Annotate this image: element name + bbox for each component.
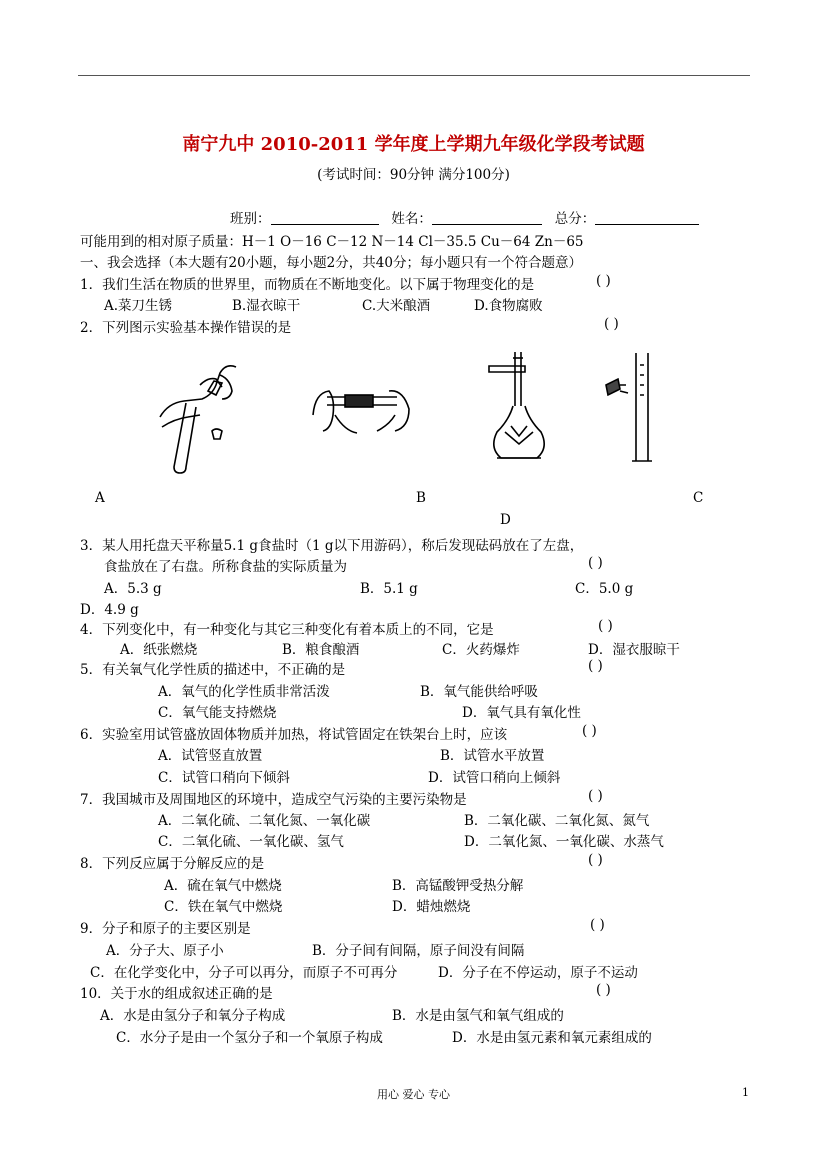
q9-option-c: C．在化学变化中，分子可以再分，而原子不可再分 xyxy=(90,965,398,981)
q4-option-a: A．纸张燃烧 xyxy=(120,642,198,658)
question-10-stem: 10．关于水的组成叙述正确的是 xyxy=(80,986,273,1002)
question-2-answer[interactable]: ( ) xyxy=(604,316,619,332)
question-5-stem: 5．有关氧气化学性质的描述中，不正确的是 xyxy=(80,662,346,678)
q7-option-d: D．二氧化氮、一氧化碳、水蒸气 xyxy=(464,834,664,850)
figure-a-stopper-icon xyxy=(150,355,250,475)
q5-option-a: A．氧气的化学性质非常活泼 xyxy=(158,684,330,700)
q8-option-b: B．高锰酸钾受热分解 xyxy=(392,878,524,894)
page-number: 1 xyxy=(742,1086,749,1099)
q7-option-b: B．二氧化碳、二氧化氮、氮气 xyxy=(464,813,650,829)
class-label: 班别： xyxy=(230,211,271,227)
figure-d-gas-cylinder-icon xyxy=(600,345,660,470)
student-info-row xyxy=(230,207,699,227)
q3-option-c: C．5.0 g xyxy=(575,581,634,597)
q3-option-d: D．4.9 g xyxy=(80,602,139,618)
question-3-stem: 3．某人用托盘天平称量5.1 g食盐时（1 g以下用游码），称后发现砝码放在了左盘， xyxy=(80,538,584,554)
question-1-answer[interactable]: ( ) xyxy=(596,273,611,289)
question-4-answer[interactable]: ( ) xyxy=(598,618,613,634)
figure-label-d: D xyxy=(500,512,511,528)
name-field[interactable] xyxy=(432,210,542,225)
question-3-answer[interactable]: ( ) xyxy=(588,555,603,571)
q9-option-d: D．分子在不停运动，原子不运动 xyxy=(438,965,638,981)
q8-option-d: D．蜡烛燃烧 xyxy=(392,899,471,915)
q10-option-a: A．水是由氢分子和氧分子构成 xyxy=(100,1008,286,1024)
question-7-answer[interactable]: ( ) xyxy=(588,788,603,804)
q10-option-c: C．水分子是由一个氢分子和一个氧原子构成 xyxy=(116,1030,383,1046)
q1-option-a: A.菜刀生锈 xyxy=(104,298,173,314)
q7-option-a: A．二氧化硫、二氧化氮、一氧化碳 xyxy=(158,813,371,829)
section-heading: 一、我会选择（本大题有20小题，每小题2分，共40分；每小题只有一个符合题意） xyxy=(80,255,582,271)
score-field[interactable] xyxy=(595,210,699,225)
q4-option-b: B．粮食酿酒 xyxy=(282,642,360,658)
figure-label-c: C xyxy=(693,490,704,506)
header-rule xyxy=(78,75,750,76)
question-6-stem: 6．实验室用试管盛放固体物质并加热，将试管固定在铁架台上时，应该 xyxy=(80,727,508,743)
question-9-stem: 9．分子和原子的主要区别是 xyxy=(80,921,251,937)
question-6-answer[interactable]: ( ) xyxy=(582,723,597,739)
q10-option-d: D．水是由氢元素和氧元素组成的 xyxy=(452,1030,652,1046)
question-8-answer[interactable]: ( ) xyxy=(588,852,603,868)
q1-option-c: C.大米酿酒 xyxy=(362,298,431,314)
q8-option-a: A．硫在氧气中燃烧 xyxy=(164,878,282,894)
footer-motto: 用心 爱心 专心 xyxy=(377,1088,450,1101)
name-label: 姓名： xyxy=(391,211,432,227)
figure-b-tube-connection-icon xyxy=(305,375,415,445)
q5-option-c: C．氧气能支持燃烧 xyxy=(158,705,277,721)
question-5-answer[interactable]: ( ) xyxy=(588,658,603,674)
class-field[interactable] xyxy=(271,210,379,225)
question-10-answer[interactable]: ( ) xyxy=(596,982,611,998)
exam-title: 南宁九中 2010-2011 学年度上学期九年级化学段考试题 xyxy=(182,134,645,155)
figure-label-a: A xyxy=(95,490,105,506)
q6-option-a: A．试管竖直放置 xyxy=(158,748,263,764)
q3-option-b: B．5.1 g xyxy=(360,581,418,597)
figure-label-b: B xyxy=(416,490,426,506)
question-8-stem: 8．下列反应属于分解反应的是 xyxy=(80,856,265,872)
q1-option-b: B.湿衣晾干 xyxy=(232,298,301,314)
q5-option-b: B．氧气能供给呼吸 xyxy=(420,684,538,700)
q9-option-b: B．分子间有间隔，原子间没有间隔 xyxy=(312,943,525,959)
atomic-masses: 可能用到的相对原子质量：H－1 O－16 C－12 N－14 Cl－35.5 Cu－64 Zn－65 xyxy=(80,234,584,250)
q4-option-d: D．湿衣服晾干 xyxy=(588,642,680,658)
q5-option-d: D．氧气具有氧化性 xyxy=(462,705,581,721)
question-1-stem: 1．我们生活在物质的世界里，而物质在不断地变化。以下属于物理变化的是 xyxy=(80,277,535,293)
q6-option-d: D．试管口稍向上倾斜 xyxy=(428,770,561,786)
q7-option-c: C．二氧化硫、一氧化碳、氢气 xyxy=(158,834,344,850)
q3-option-a: A．5.3 g xyxy=(104,581,162,597)
q6-option-b: B．试管水平放置 xyxy=(440,748,545,764)
q8-option-c: C．铁在氧气中燃烧 xyxy=(164,899,283,915)
q4-option-c: C．火药爆炸 xyxy=(442,642,520,658)
question-9-answer[interactable]: ( ) xyxy=(590,917,605,933)
question-3-stem-cont: 食盐放在了右盘。所称食盐的实际质量为 xyxy=(104,559,347,575)
figure-c-flask-heating-icon xyxy=(485,348,555,468)
q10-option-b: B．水是由氢气和氧气组成的 xyxy=(392,1008,564,1024)
q1-option-d: D.食物腐败 xyxy=(474,298,543,314)
question-7-stem: 7．我国城市及周围地区的环境中，造成空气污染的主要污染物是 xyxy=(80,792,467,808)
question-4-stem: 4．下列变化中，有一种变化与其它三种变化有着本质上的不同，它是 xyxy=(80,622,494,638)
question-2-stem: 2．下列图示实验基本操作错误的是 xyxy=(80,320,292,336)
q9-option-a: A．分子大、原子小 xyxy=(106,943,224,959)
q6-option-c: C．试管口稍向下倾斜 xyxy=(158,770,290,786)
exam-subtitle: (考试时间：90分钟 满分100分) xyxy=(317,167,510,183)
score-label: 总分： xyxy=(554,211,596,227)
